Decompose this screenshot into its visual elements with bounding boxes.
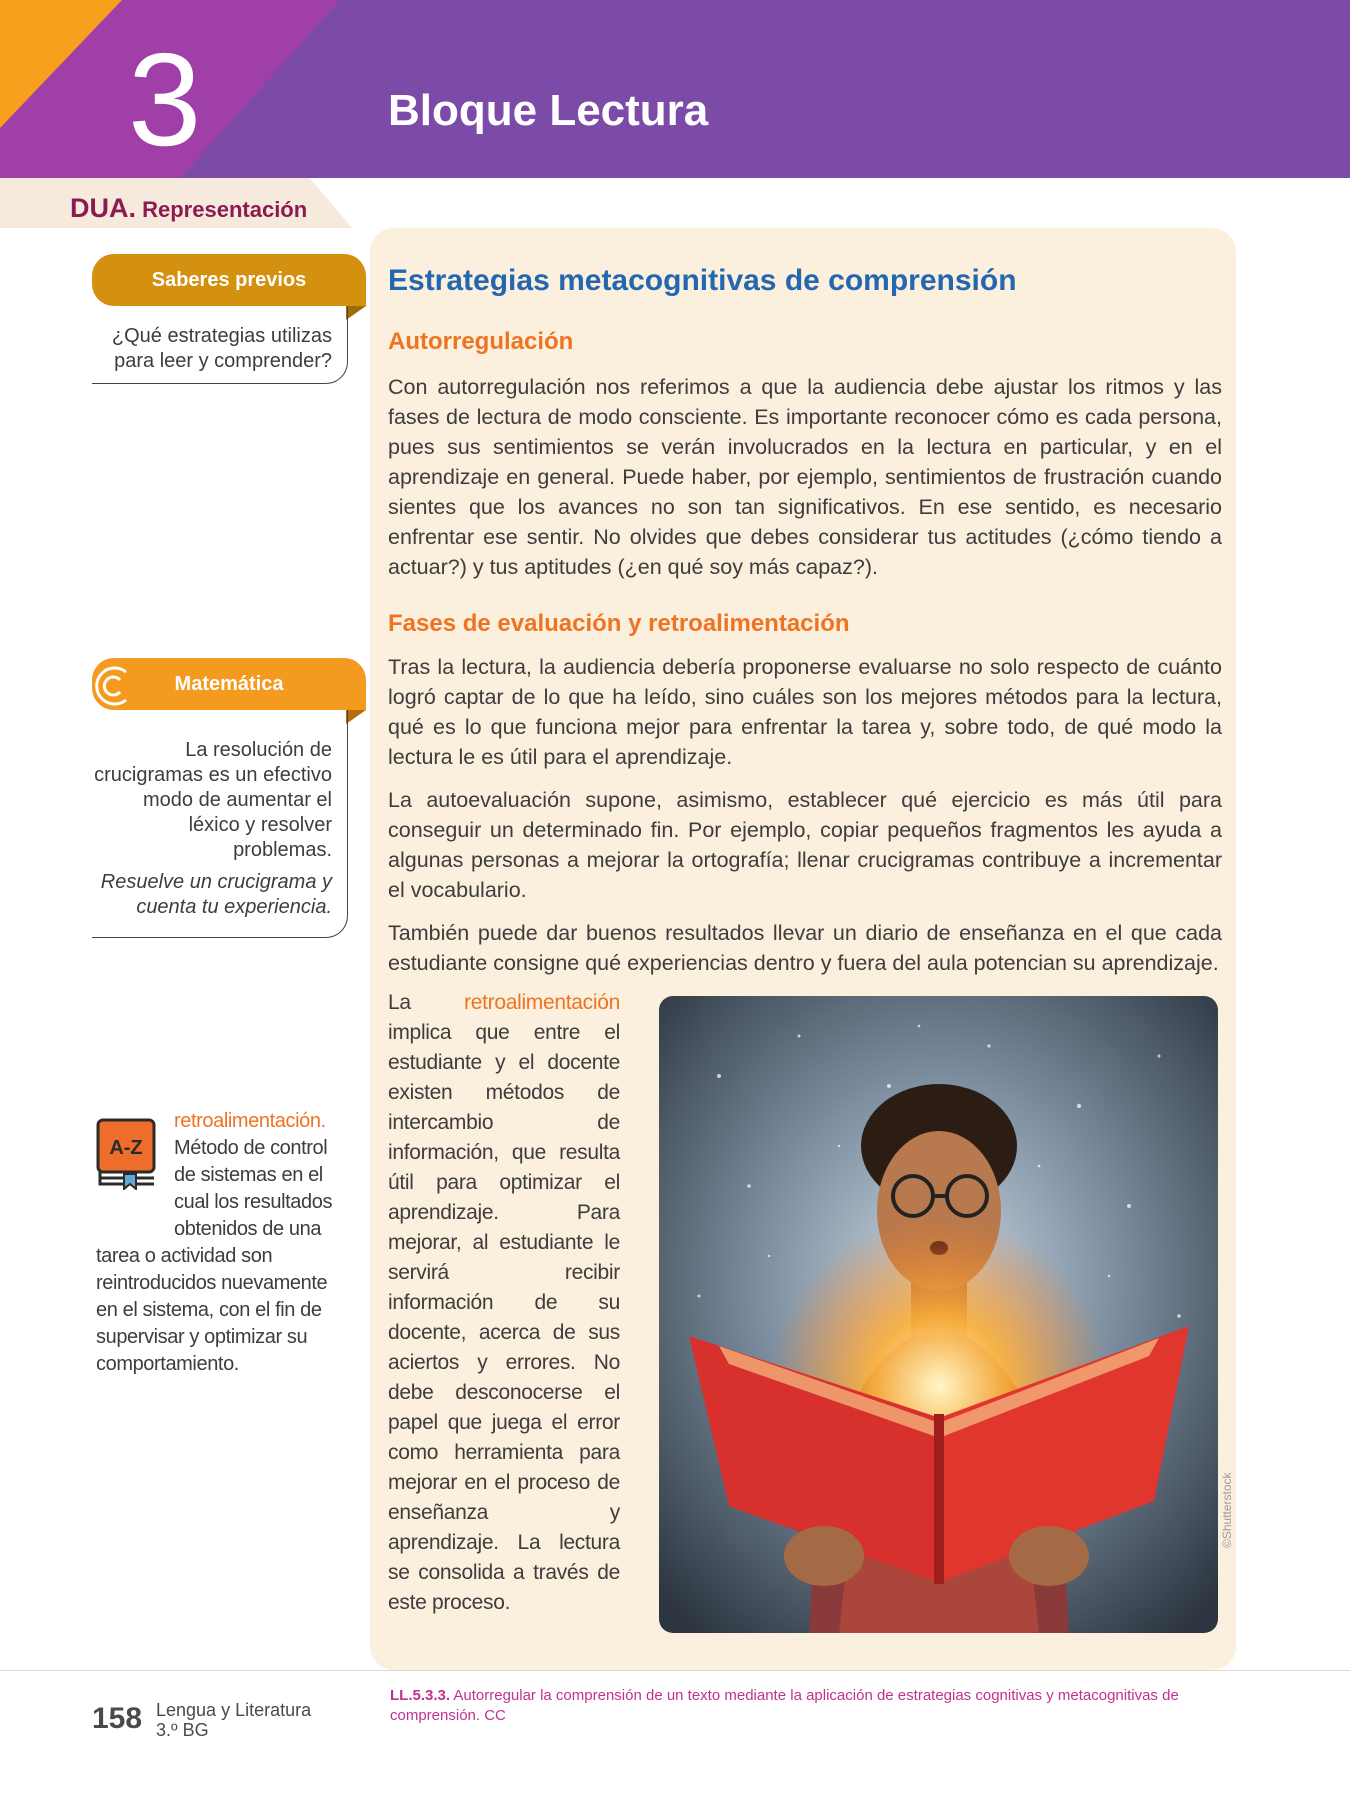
- matematica-label: Matemática: [174, 672, 284, 695]
- curriculum-standard: [390, 1686, 1240, 1726]
- section-title-autorregulacion: Autorregulación: [388, 328, 574, 355]
- chapter-number: 3: [128, 26, 202, 173]
- image-credit: ©Shutterstock: [1220, 1472, 1234, 1548]
- glossary-entry: [96, 1108, 348, 1378]
- saberes-previos-question: ¿Qué estrategias utilizas para leer y comprender?: [111, 325, 332, 372]
- highlighted-term: retroalimentación: [464, 991, 620, 1014]
- matematica-c-icon: [94, 664, 134, 708]
- book-grade: 3.º BG: [156, 1720, 209, 1740]
- book-title: Lengua y Literatura: [156, 1700, 312, 1720]
- icon-spacer: [96, 1108, 174, 1238]
- matematica-text: La resolución de crucigramas es un efectivo modo de aumentar el léxico y resolver problemas.: [94, 739, 332, 861]
- paragraph-fases-3: También puede dar buenos resultados llevar un diario de enseñanza en el que cada estudiante consigne qué experiencias dentro y fuera del aula potencian su aprendizaje.: [388, 921, 1222, 975]
- saberes-previos-tab: Saberes previos: [92, 254, 366, 306]
- book-name: [156, 1700, 311, 1740]
- footer-divider: [0, 1670, 1350, 1671]
- section-title-fases: Fases de evaluación y retroalimentación: [388, 610, 850, 637]
- dua-label: [70, 193, 307, 224]
- matematica-activity: Resuelve un crucigrama y cuenta tu experiencia.: [100, 871, 332, 918]
- wrap-lead: La: [388, 991, 411, 1014]
- paragraph-fases-2: La autoevaluación supone, asimismo, establecer qué ejercicio es más útil para conseguir un determinado fin. Por ejemplo, copiar pequeños fragmentos les ayuda a algunas personas a mejorar la ortografía; llenar crucigramas contribuye a incrementar el vocabulario.: [388, 788, 1222, 902]
- dua-label-bold: DUA.: [70, 193, 136, 223]
- dua-label-text: Representación: [142, 197, 308, 222]
- paragraph-fases-1: Tras la lectura, la audiencia debería proponerse evaluarse no solo respecto de cuánto logró captar de lo que ha leído, sino cuáles son los mejores métodos para la lectura, qué es lo que funciona mejor para enfrentar la tarea y, sobre todo, de qué modo la lectura le es útil para el aprendizaje.: [388, 655, 1222, 769]
- svg-text:A-Z: A-Z: [109, 1137, 143, 1159]
- paragraph-retroalimentacion: [388, 988, 620, 1618]
- standard-code: LL.5.3.3.: [390, 1687, 451, 1704]
- tab-fold-decoration: [346, 710, 366, 724]
- wrap-text: implica que entre el estudiante y el docente existen métodos de intercambio de información, que resulta útil para optimizar el aprendizaje. Para mejorar, al estudiante le servirá recibir información de su docente, acerca de sus aciertos y errores. No debe desconocerse el papel que juega el error como herramienta para mejorar en el proceso de enseñanza y aprendizaje. La lectura se consolida a través de este proceso.: [388, 1021, 620, 1614]
- reading-man-illustration: [659, 996, 1218, 1633]
- glossary-term: retroalimentación.: [174, 1110, 326, 1132]
- tab-fold-decoration: [346, 306, 366, 320]
- standard-text: Autorregular la comprensión de un texto mediante la aplicación de estrategias cognitivas y metacognitivas de comprensión. CC: [390, 1687, 1179, 1724]
- page-title: Estrategias metacognitivas de comprensión: [388, 264, 1017, 297]
- paragraph-autorregulacion: Con autorregulación nos referimos a que la audiencia debe ajustar los ritmos y las fases de lectura de modo consciente. Es importante reconocer cómo es cada persona, pues sus sentimientos se verán involucrados en la lectura en particular, y en el aprendizaje en general. Puede haber, por ejemplo, sentimientos de frustración cuando sientes que los avances no son tan significativos. En ese sentido, es necesario enfrentar ese sentir. No olvides que debes considerar tus actitudes (¿cómo tiendo a actuar?) y tus aptitudes (¿en qué soy más capaz?).: [388, 375, 1222, 579]
- block-title: Bloque Lectura: [388, 86, 709, 135]
- glossary-definition: Método de control de sistemas en el cual los resultados obtenidos de una tarea o actividad son reintroducidos nuevamente en el sistema, con el fin de supervisar y optimizar su comportamiento.: [96, 1137, 333, 1375]
- page-number: 158: [92, 1702, 143, 1735]
